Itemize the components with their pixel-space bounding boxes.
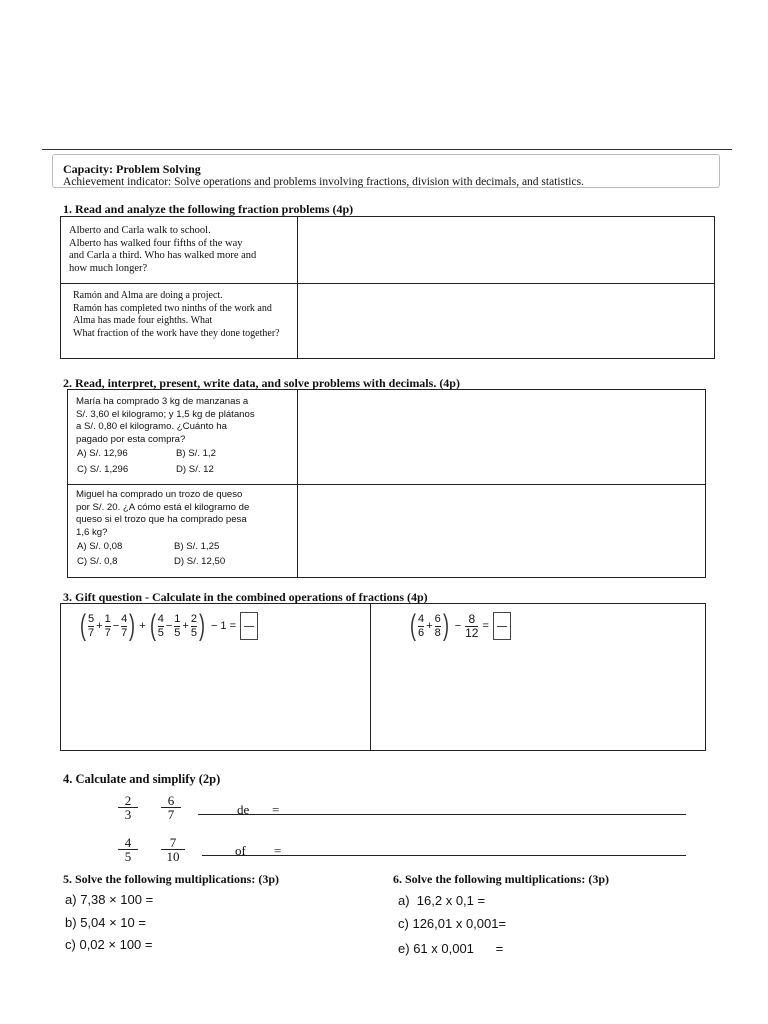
operator: − — [165, 620, 173, 632]
top-rule — [42, 149, 732, 150]
expression-tail: = — [482, 620, 489, 632]
section2-title: 2. Read, interpret, present, write data, and solve problems with decimals. (4p) — [63, 376, 460, 390]
option-d: D) S/. 12,50 — [174, 556, 226, 567]
achievement-indicator: Achievement indicator: Solve operations and problems involving fractions, division with decimals, and statistics. — [63, 176, 584, 188]
section6-title: 6. Solve the following multiplications: (3p) — [393, 872, 610, 886]
option-c: C) S/. 1,296 — [77, 464, 129, 475]
mult-item: b) 5,04 × 10 = — [65, 915, 146, 930]
section2-row-divider — [67, 484, 706, 485]
answer-box[interactable] — [240, 612, 258, 640]
section1-problem-1 — [69, 225, 256, 275]
problem2-line: Alma has made four eighths. What — [73, 315, 213, 327]
problem-line: 1,6 kg? — [76, 526, 108, 538]
paren-right: ) — [442, 609, 449, 642]
fraction: $\frac{4}{7}$ — [121, 612, 128, 639]
option-b: B) S/. 1,2 — [176, 448, 216, 459]
problem-line: por S/. 20. ¿A cómo está el kilogramo de — [76, 501, 250, 513]
problem1-line: Alberto has walked four fifths of the way — [69, 237, 243, 249]
operator: − — [112, 620, 120, 632]
fraction: $\frac{1}{7}$ — [104, 612, 111, 639]
expression-1 — [78, 611, 258, 641]
fraction: 7 10 — [161, 837, 185, 862]
expression-2 — [408, 611, 511, 641]
fraction: $\frac{4}{5}$ — [157, 612, 164, 639]
answer-line[interactable] — [198, 814, 686, 815]
section2-problem-1 — [76, 396, 255, 446]
section1-row-divider — [60, 283, 715, 284]
problem-line: queso si el trozo que ha comprado pesa — [76, 514, 247, 525]
problem1-line: and Carla a third. Who has walked more and — [69, 250, 257, 262]
answer-line[interactable] — [202, 855, 686, 856]
paren-left: ( — [410, 609, 416, 642]
problem2-line: Ramón and Alma are doing a project. — [73, 290, 223, 301]
section4-title: 4. Calculate and simplify (2p) — [63, 772, 221, 786]
capacity-title: Capacity: Problem Solving — [63, 162, 201, 176]
section1-title: 1. Read and analyze the following fraction problems (4p) — [63, 202, 354, 216]
operator: + — [139, 620, 146, 632]
problem2-line: What fraction of the work have they done together? — [73, 327, 280, 339]
section5-title: 5. Solve the following multiplications: (3p) — [63, 872, 280, 886]
answer-box[interactable] — [493, 612, 511, 640]
section3-divider — [370, 603, 371, 751]
mult-item: a) 16,2 x 0,1 = — [398, 893, 486, 908]
section1-problem-2 — [73, 290, 280, 340]
option-d: D) S/. 12 — [176, 464, 214, 475]
mult-item: c) 126,01 x 0,001= — [398, 916, 507, 931]
section2-problem-2 — [76, 489, 249, 539]
problem-line: pagado por esta compra? — [76, 433, 186, 445]
problem-line: María ha comprado 3 kg de manzanas a — [76, 396, 249, 407]
section1-divider — [297, 216, 298, 359]
problem1-line: how much longer? — [69, 262, 148, 274]
problem-line: a S/. 0,80 el kilogramo. ¿Cuánto ha — [76, 421, 227, 432]
fraction: $\frac{4}{6}$ — [418, 612, 425, 639]
fraction: $\frac{5}{7}$ — [88, 612, 95, 639]
section1-answer-1[interactable] — [298, 216, 299, 217]
paren-right: ) — [129, 609, 136, 642]
paren-left: ( — [149, 609, 156, 642]
fraction: $\frac{2}{5}$ — [190, 612, 197, 639]
mult-item: a) 7,38 × 100 = — [65, 892, 154, 907]
operator: + — [426, 620, 433, 632]
paren-left: ( — [80, 609, 86, 642]
option-a: A) S/. 12,96 — [77, 448, 128, 459]
mult-item: c) 0,02 × 100 = — [65, 937, 153, 952]
expression-tail: − 1 = — [210, 620, 237, 632]
fraction: 4 5 — [118, 837, 138, 862]
operator: + — [182, 620, 189, 632]
problem1-line: Alberto and Carla walk to school. — [69, 225, 211, 236]
option-a: A) S/. 0,08 — [77, 541, 123, 552]
problem-line: Miguel ha comprado un trozo de queso — [76, 489, 243, 500]
word-de: de — [237, 802, 250, 817]
fraction: 2 3 — [118, 795, 138, 820]
fraction: $\frac{6}{8}$ — [434, 612, 441, 639]
mult-item: e) 61 x 0,001 = — [398, 941, 504, 956]
fraction: $\frac{1}{5}$ — [174, 612, 181, 639]
operator: + — [96, 620, 103, 632]
equals-sign: = — [274, 843, 282, 858]
fraction: $\frac{8}{12}$ — [465, 611, 479, 640]
equals-sign: = — [272, 802, 280, 817]
option-c: C) S/. 0,8 — [77, 556, 118, 567]
section3-title: 3. Gift question - Calculate in the combined operations of fractions (4p) — [63, 590, 428, 604]
fraction: 6 7 — [161, 795, 181, 820]
word-of: of — [235, 843, 246, 858]
problem2-line: Ramón has completed two ninths of the work and — [73, 302, 272, 314]
option-b: B) S/. 1,25 — [174, 541, 220, 552]
problem-line: S/. 3,60 el kilogramo; y 1,5 kg de plátanos — [76, 408, 255, 420]
paren-right: ) — [198, 609, 205, 642]
operator: − — [454, 620, 462, 632]
